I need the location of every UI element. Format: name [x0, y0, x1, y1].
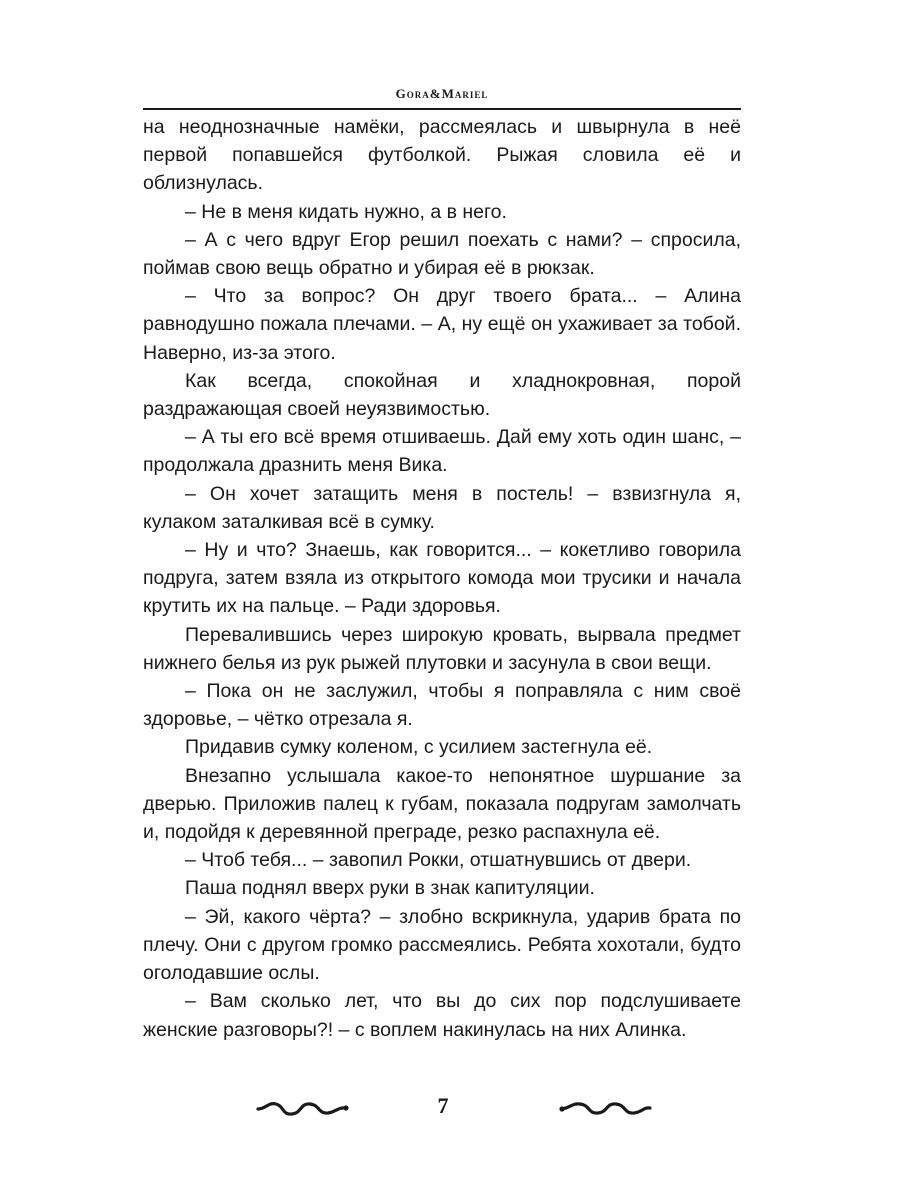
paragraph: – Ну и что? Знаешь, как говорится... – кокетливо говорила подруга, затем взяла из открытого комода мои трусики и начала крутить их на пальце. – Ради здоровья.: [143, 539, 741, 618]
paragraph: – Вам сколько лет, что вы до сих пор подслушиваете женские разговоры?! – с воплем накинулась на них Алинка.: [143, 990, 741, 1041]
paragraph: – Что за вопрос? Он друг твоего брата... – Алина равнодушно пожала плечами. – А, ну ещё он ухаживает за тобой. Наверно, из-за этого.: [143, 285, 741, 364]
running-header: Gora&Mariel: [395, 86, 489, 101]
swirl-ornament-icon: [256, 1099, 350, 1119]
body-text: [143, 113, 741, 1044]
paragraph: – Не в меня кидать нужно, а в него.: [185, 200, 507, 223]
paragraph: Внезапно услышала какое-то непонятное шуршание за дверью. Приложив палец к губам, показала подругам замолчать и, подойдя к деревянной преграде, резко распахнула её.: [143, 764, 741, 844]
page-number: 7: [437, 1093, 449, 1118]
paragraph: – Он хочет затащить меня в постель! – взвизгнула я, кулаком заталкивая всё в сумку.: [143, 482, 741, 533]
paragraph: Паша поднял вверх руки в знак капитуляции.: [185, 877, 595, 900]
paragraph: – А с чего вдруг Егор решил поехать с нами? – спросила, поймав свою вещь обратно и убирая её в рюкзак.: [143, 228, 741, 280]
paragraph: – Чтоб тебя... – завопил Рокки, отшатнувшись от двери.: [185, 849, 692, 872]
paragraph: Перевалившись через широкую кровать, вырвала предмет нижнего белья из рук рыжей плутовки и засунула в свои вещи.: [143, 623, 741, 674]
page-footer: [0, 1093, 900, 1133]
paragraph: на неоднозначные намёки, рассмеялась и швырнула в неё первой попавшейся футболкой. Рыжая словила её и облизнулась.: [143, 116, 741, 195]
paragraph: – А ты его всё время отшиваешь. Дай ему хоть один шанс, – продолжала дразнить меня Вика.: [143, 426, 741, 477]
swirl-ornament-icon: [558, 1099, 652, 1119]
paragraph: Как всегда, спокойная и хладнокровная, порой раздражающая своей неуязвимостью.: [143, 369, 741, 421]
paragraph: – Эй, какого чёрта? – злобно вскрикнула, ударив брата по плечу. Они с другом громко рассмеялись. Ребята хохотали, будто оголодавшие ослы.: [143, 905, 741, 985]
paragraph: – Пока он не заслужил, чтобы я поправляла с ним своё здоровье, – чётко отрезала я.: [143, 680, 741, 731]
header-rule: [143, 108, 741, 110]
paragraph: Придавив сумку коленом, с усилием застегнула её.: [185, 736, 653, 759]
